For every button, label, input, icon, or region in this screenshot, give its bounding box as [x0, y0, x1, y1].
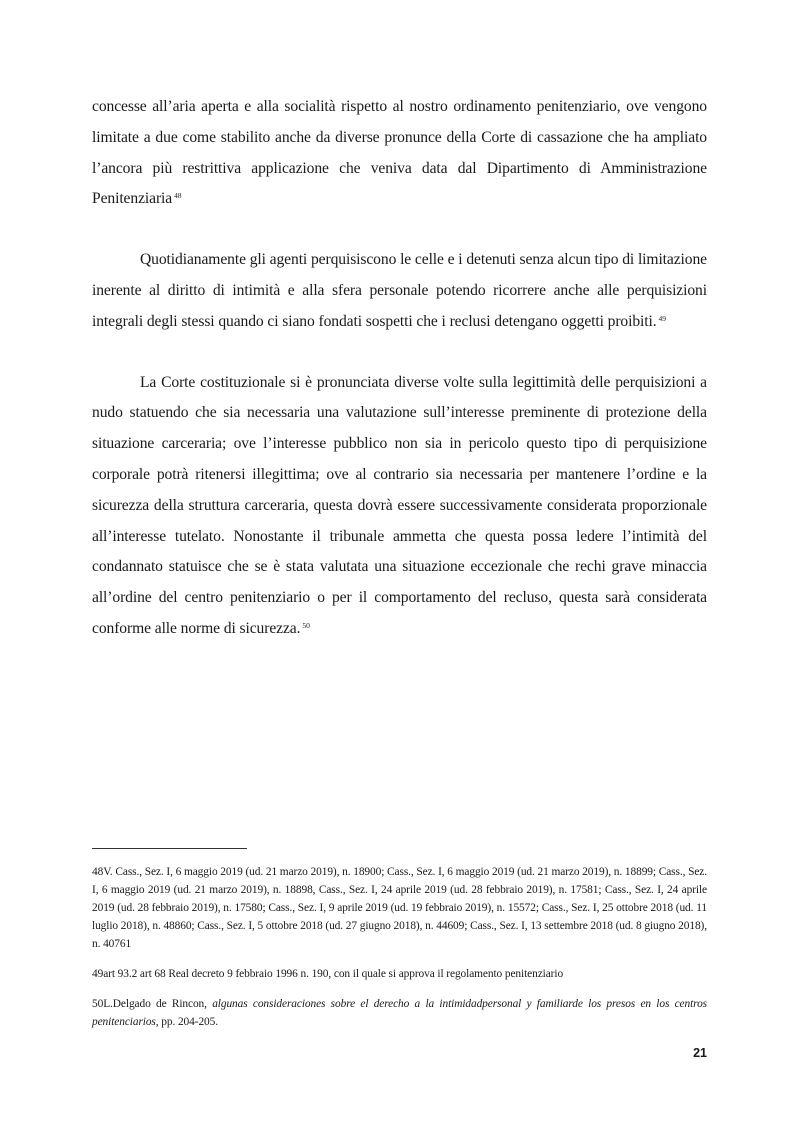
footnote-ref-49[interactable]: 49 [658, 313, 666, 323]
footnote-48: 48V. Cass., Sez. I, 6 maggio 2019 (ud. 21 marzo 2019), n. 18900; Cass., Sez. I, 6 maggio 2019 (ud. 21 marzo 2019), n. 18899; Cass., Sez. I, 6 maggio 2019 (ud. 21 marzo 2019), n. 18898, Cass., Sez. I, 24 aprile 2019 (ud. 28 febbraio 2019), n. 17581; Cass., Sez. I, 24 aprile 2019 (ud. 28 febbraio 2019), n. 17580; Cass., Sez. I, 9 aprile 2019 (ud. 19 febbraio 2019), n. 15572; Cass., Sez. I, 25 ottobre 2018 (ud. 11 luglio 2018), n. 48860; Cass., Sez. I, 5 ottobre 2018 (ud. 27 giugno 2018), n. 44609; Cass., Sez. I, 13 settembre 2018 (ud. 8 giugno 2018), n. 40761 [92, 866, 707, 950]
footnote-50-prefix: 50L.Delgado de Rincon, [92, 998, 213, 1010]
paragraph-1 [92, 92, 707, 215]
footnote-50-title: algunas consideraciones sobre el derecho a la intimidadpersonal y familiarde los presos en los centros penitenciarios [92, 998, 707, 1028]
footnote-50-suffix: , pp. 204-205. [155, 1016, 218, 1028]
footnote-separator [92, 848, 247, 849]
paragraph-2-text: Quotidianamente gli agenti perquisiscono le celle e i detenuti senza alcun tipo di limitazione inerente al diritto di intimità e alla sfera personale potendo ricorrere anche alle perquisizioni integrali degli stessi quando ci siano fondati sospetti che i reclusi detengano oggetti proibiti. [92, 251, 707, 330]
paragraph-1-text: concesse all’aria aperta e alla socialità rispetto al nostro ordinamento penitenziario, ove vengono limitate a due come stabilito anche da diverse pronunce della Corte di cassazione che ha ampliato l’ancora più restrittiva applicazione che veniva data dal Dipartimento di Amministrazione Penitenziaria [92, 98, 707, 208]
footnote-ref-50[interactable]: 50 [302, 620, 310, 630]
paragraph-3 [92, 368, 707, 645]
paragraph-3-text: La Corte costituzionale si è pronunciata diverse volte sulla legittimità delle perquisizioni a nudo statuendo che sia necessaria una valutazione sull’interesse preminente di protezione della situazione carceraria; ove l’interesse pubblico non sia in pericolo questo tipo di perquisizione corporale potrà ritenersi illegittima; ove al contrario sia necessaria per mantenere l’ordine e la sicurezza della struttura carceraria, questa dovrà essere successivamente considerata proporzionale all’interesse tutelato. Nonostante il tribunale ammetta che questa possa ledere l’intimità del condannato statuisce che se è stata valutata una situazione eccezionale che rechi grave minaccia all’ordine del centro penitenziario o per il comportamento del recluso, questa sarà considerata conforme alle norme di sicurezza. [92, 373, 707, 637]
footnotes [92, 863, 707, 1043]
page-body [92, 92, 707, 675]
page-number: 21 [693, 1046, 707, 1060]
footnote-ref-48[interactable]: 48 [174, 191, 182, 201]
footnote-49: 49art 93.2 art 68 Real decreto 9 febbraio 1996 n. 190, con il quale si approva il regolamento penitenziario [92, 968, 564, 980]
paragraph-2 [92, 245, 707, 337]
footnote-50 [92, 995, 707, 1031]
